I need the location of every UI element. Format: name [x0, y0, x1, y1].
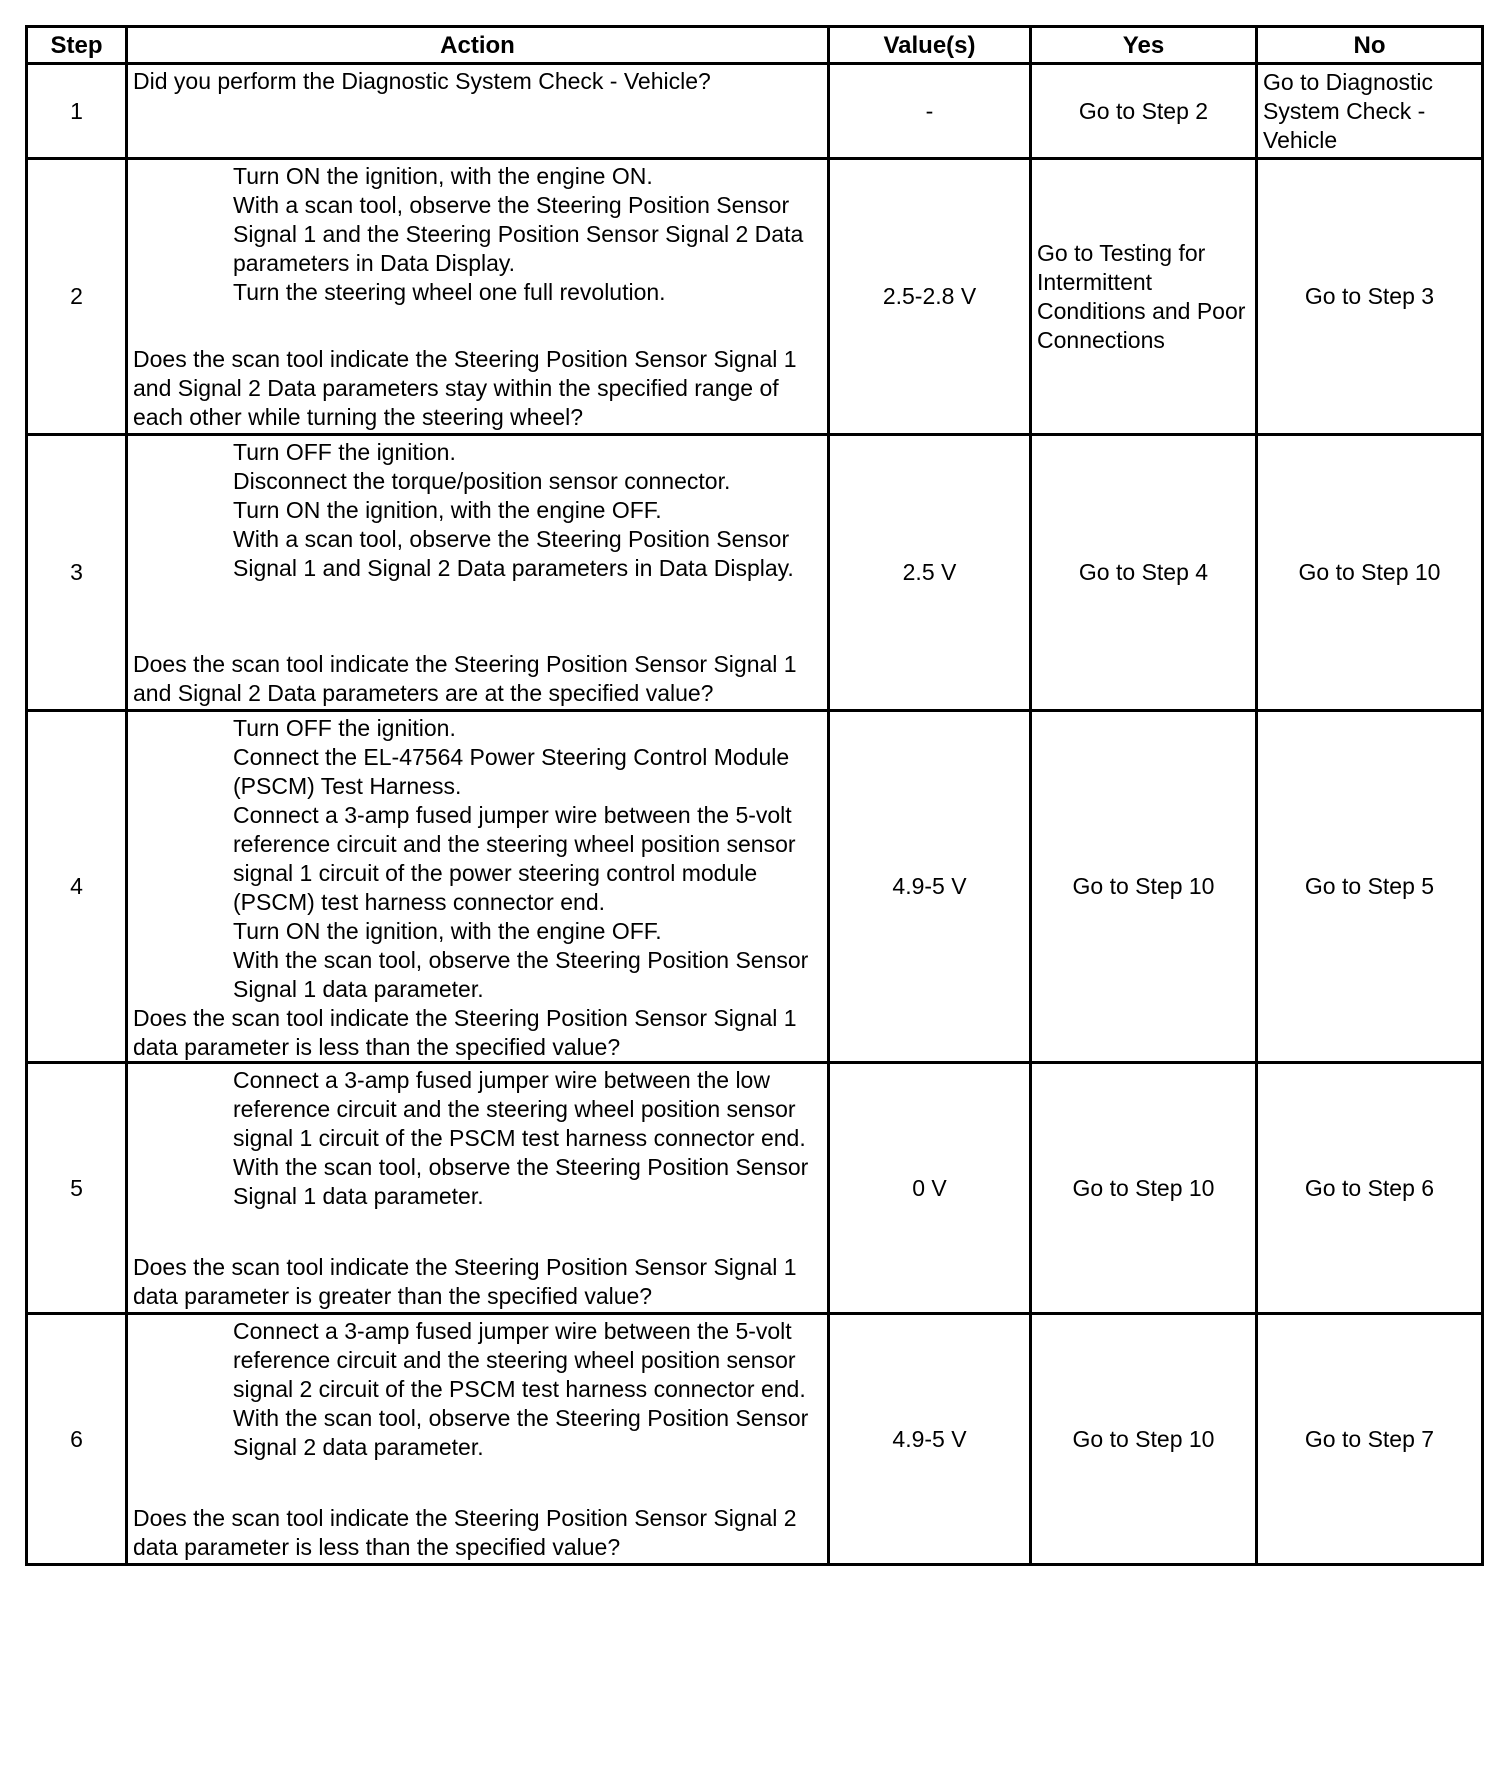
action-cell [127, 1063, 829, 1314]
action-question: Does the scan tool indicate the Steering Position Sensor Signal 1 data parameter is greater than the specified value? [133, 1253, 797, 1309]
action-substep: Turn ON the ignition, with the engine OFF. [233, 496, 662, 523]
yes-cell[interactable]: Go to Step 10 [1031, 1314, 1257, 1565]
action-substep: Disconnect the torque/position sensor connector. [233, 467, 731, 494]
table-row [27, 159, 1483, 435]
diagnostic-table [25, 25, 1484, 1566]
value-cell: 4.9-5 V [829, 711, 1031, 1063]
action-substep: With a scan tool, observe the Steering Position Sensor Signal 1 and Signal 2 Data parameters in Data Display. [233, 525, 794, 581]
step-number: 3 [27, 435, 127, 711]
action-substep: With the scan tool, observe the Steering Position Sensor Signal 2 data parameter. [233, 1404, 809, 1460]
action-substeps [133, 714, 822, 1004]
action-question: Does the scan tool indicate the Steering Position Sensor Signal 2 data parameter is less than the specified value? [133, 1504, 797, 1560]
no-cell[interactable]: Go to Step 3 [1257, 159, 1483, 435]
no-cell[interactable]: Go to Step 6 [1257, 1063, 1483, 1314]
action-substep: With the scan tool, observe the Steering Position Sensor Signal 1 data parameter. [233, 1153, 809, 1209]
step-number: 6 [27, 1314, 127, 1565]
action-substep: Turn the steering wheel one full revolution. [233, 278, 666, 305]
action-question: Does the scan tool indicate the Steering Position Sensor Signal 1 data parameter is less than the specified value? [133, 1004, 797, 1060]
action-substep: Connect a 3-amp fused jumper wire between the low reference circuit and the steering wheel position sensor signal 1 circuit of the PSCM test harness connector end. [233, 1066, 806, 1151]
action-question: Does the scan tool indicate the Steering Position Sensor Signal 1 and Signal 2 Data parameters stay within the specified range of each other while turning the steering wheel? [133, 345, 797, 430]
action-substep: Connect a 3-amp fused jumper wire between the 5-volt reference circuit and the steering wheel position sensor signal 1 circuit of the power steering control module (PSCM) test harness connector end. [233, 801, 796, 915]
action-cell [127, 159, 829, 435]
yes-cell[interactable]: Go to Step 2 [1031, 64, 1257, 159]
no-cell[interactable]: Go to Step 7 [1257, 1314, 1483, 1565]
table-row [27, 1063, 1483, 1314]
value-cell: 4.9-5 V [829, 1314, 1031, 1565]
action-substep: Turn OFF the ignition. [233, 714, 456, 741]
value-cell: - [829, 64, 1031, 159]
value-cell: 2.5 V [829, 435, 1031, 711]
action-cell [127, 711, 829, 1063]
action-cell [127, 435, 829, 711]
value-cell: 2.5-2.8 V [829, 159, 1031, 435]
table-row [27, 435, 1483, 711]
yes-cell[interactable]: Go to Testing for Intermittent Conditions and Poor Connections [1031, 159, 1257, 435]
step-number: 5 [27, 1063, 127, 1314]
header-no: No [1257, 27, 1483, 64]
step-number: 1 [27, 64, 127, 159]
table-row [27, 1314, 1483, 1565]
table-row [27, 64, 1483, 159]
action-substeps [133, 438, 822, 583]
no-cell[interactable]: Go to Diagnostic System Check - Vehicle [1257, 64, 1483, 159]
action-substep: Turn ON the ignition, with the engine ON. [233, 162, 653, 189]
action-substep: Connect the EL-47564 Power Steering Control Module (PSCM) Test Harness. [233, 743, 790, 799]
action-substep: Turn OFF the ignition. [233, 438, 456, 465]
action-substeps [133, 162, 822, 307]
step-number: 4 [27, 711, 127, 1063]
header-values: Value(s) [829, 27, 1031, 64]
yes-cell[interactable]: Go to Step 10 [1031, 1063, 1257, 1314]
action-substep: With a scan tool, observe the Steering Position Sensor Signal 1 and the Steering Position Sensor Signal 2 Data parameters in Data Display. [233, 191, 804, 276]
yes-cell[interactable]: Go to Step 4 [1031, 435, 1257, 711]
action-cell [127, 64, 829, 159]
table-header-row [27, 27, 1483, 64]
action-substep: Connect a 3-amp fused jumper wire between the 5-volt reference circuit and the steering wheel position sensor signal 2 circuit of the PSCM test harness connector end. [233, 1317, 806, 1402]
no-cell[interactable]: Go to Step 10 [1257, 435, 1483, 711]
header-action: Action [127, 27, 829, 64]
yes-cell[interactable]: Go to Step 10 [1031, 711, 1257, 1063]
action-cell [127, 1314, 829, 1565]
table-row [27, 711, 1483, 1063]
action-question: Did you perform the Diagnostic System Check - Vehicle? [133, 67, 711, 94]
value-cell: 0 V [829, 1063, 1031, 1314]
action-substep: With the scan tool, observe the Steering Position Sensor Signal 1 data parameter. [233, 946, 809, 1002]
action-substeps [133, 1066, 822, 1211]
no-cell[interactable]: Go to Step 5 [1257, 711, 1483, 1063]
action-substeps [133, 1317, 822, 1462]
step-number: 2 [27, 159, 127, 435]
header-step: Step [27, 27, 127, 64]
action-question: Does the scan tool indicate the Steering Position Sensor Signal 1 and Signal 2 Data parameters are at the specified value? [133, 650, 797, 706]
header-yes: Yes [1031, 27, 1257, 64]
action-substep: Turn ON the ignition, with the engine OFF. [233, 917, 662, 944]
